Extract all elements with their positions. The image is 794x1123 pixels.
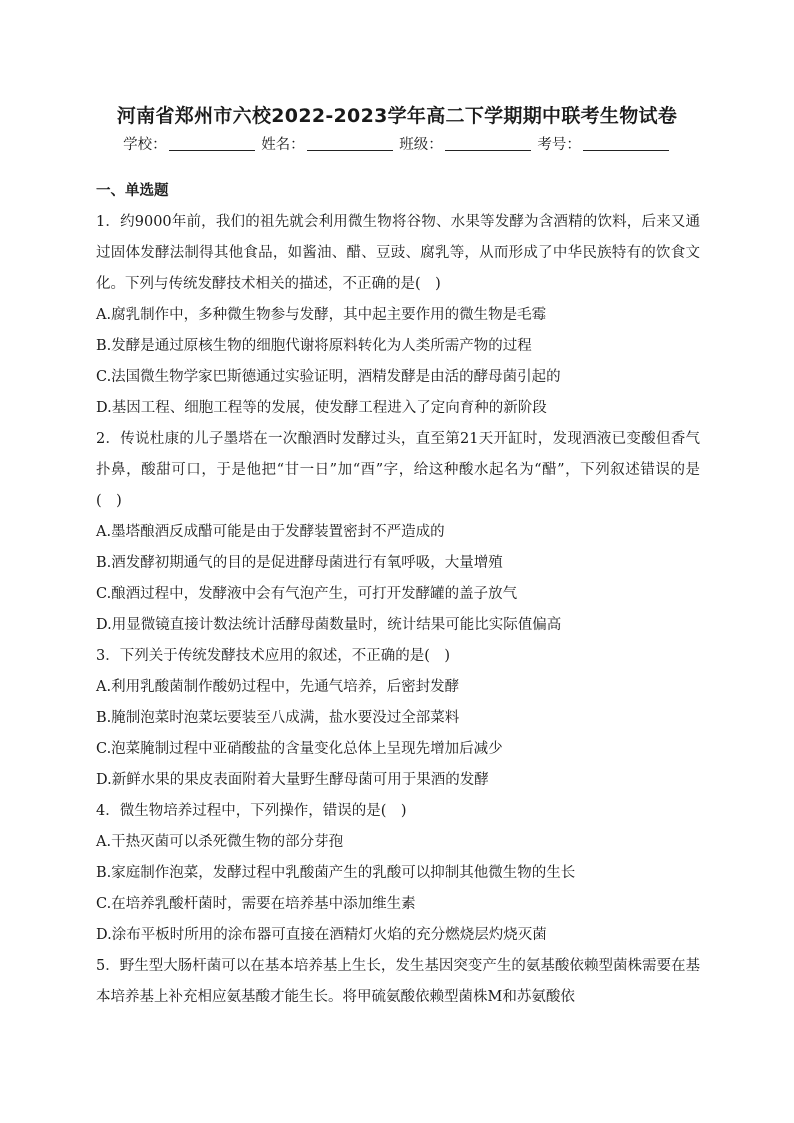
option-a: A.墨塔酿酒反成醋可能是由于发酵装置密封不严造成的 <box>96 524 445 540</box>
option-d: D.用显微镜直接计数法统计活酵母菌数量时，统计结果可能比实际值偏高 <box>96 617 562 633</box>
exam-title: 河南省郑州市六校2022-2023学年高二下学期期中联考生物试卷 <box>116 105 678 127</box>
option-b: B.发酵是通过原核生物的细胞代谢将原料转化为人类所需产物的过程 <box>96 338 532 354</box>
question-stem: 5．野生型大肠杆菌可以在基本培养基上生长，发生基因突变产生的氨基酸依赖型菌株需要在基本培养基上补充相应氨基酸才能生长。将甲硫氨酸依赖型菌株M和苏氨酸依 <box>96 958 700 1005</box>
option-d: D.基因工程、细胞工程等的发展，使发酵工程进入了定向育种的新阶段 <box>96 400 547 416</box>
name-label: 姓名： <box>261 137 305 153</box>
option-a: A.干热灭菌可以杀死微生物的部分芽孢 <box>96 834 344 850</box>
class-label: 班级： <box>399 137 443 153</box>
question-stem: 2．传说杜康的儿子墨塔在一次酿酒时发酵过头，直至第21天开缸时，发现酒液已变酸但香气扑鼻，酸甜可口，于是他把“甘一日”加“酉”字，给这种酸水起名为“醋”，下列叙述错误的是( ) <box>96 431 700 509</box>
option-b: B.家庭制作泡菜，发酵过程中乳酸菌产生的乳酸可以抑制其他微生物的生长 <box>96 865 576 881</box>
question-content <box>96 177 700 1013</box>
question-1 <box>96 207 700 424</box>
option-c: C.酿酒过程中，发酵液中会有气泡产生，可打开发酵罐的盖子放气 <box>96 586 518 602</box>
question-2 <box>96 424 700 641</box>
question-stem: 1．约9000年前，我们的祖先就会利用微生物将谷物、水果等发酵为含酒精的饮料，后来又通过固体发酵法制得其他食品，如酱油、醋、豆豉、腐乳等，从而形成了中华民族特有的饮食文化。下列与传统发酵技术相关的描述，不正确的是( ) <box>96 214 700 292</box>
student-info-line <box>0 134 794 156</box>
school-label: 学校： <box>123 137 167 153</box>
exam-number-label: 考号： <box>537 137 581 153</box>
section-title: 一、单选题 <box>96 183 169 199</box>
option-b: B.腌制泡菜时泡菜坛要装至八成满，盐水要没过全部菜料 <box>96 710 460 726</box>
option-d: D.涂布平板时所用的涂布器可直接在酒精灯火焰的充分燃烧层灼烧灭菌 <box>96 927 547 943</box>
question-5 <box>96 951 700 1013</box>
option-c: C.法国微生物学家巴斯德通过实验证明，酒精发酵是由活的酵母菌引起的 <box>96 369 561 385</box>
class-blank <box>445 136 531 151</box>
name-blank <box>307 136 393 151</box>
question-3 <box>96 641 700 796</box>
exam-number-blank <box>583 136 669 151</box>
school-blank <box>169 136 255 151</box>
option-a: A.利用乳酸菌制作酸奶过程中，先通气培养，后密封发酵 <box>96 679 460 695</box>
option-b: B.酒发酵初期通气的目的是促进酵母菌进行有氧呼吸，大量增殖 <box>96 555 503 571</box>
option-c: C.在培养乳酸杆菌时，需要在培养基中添加维生素 <box>96 896 416 912</box>
question-stem: 3．下列关于传统发酵技术应用的叙述，不正确的是( ) <box>96 648 451 664</box>
option-c: C.泡菜腌制过程中亚硝酸盐的含量变化总体上呈现先增加后减少 <box>96 741 503 757</box>
option-d: D.新鲜水果的果皮表面附着大量野生酵母菌可用于果酒的发酵 <box>96 772 489 788</box>
question-4 <box>96 796 700 951</box>
question-stem: 4．微生物培养过程中，下列操作，错误的是( ) <box>96 803 407 819</box>
option-a: A.腐乳制作中，多种微生物参与发酵，其中起主要作用的微生物是毛霉 <box>96 307 547 323</box>
